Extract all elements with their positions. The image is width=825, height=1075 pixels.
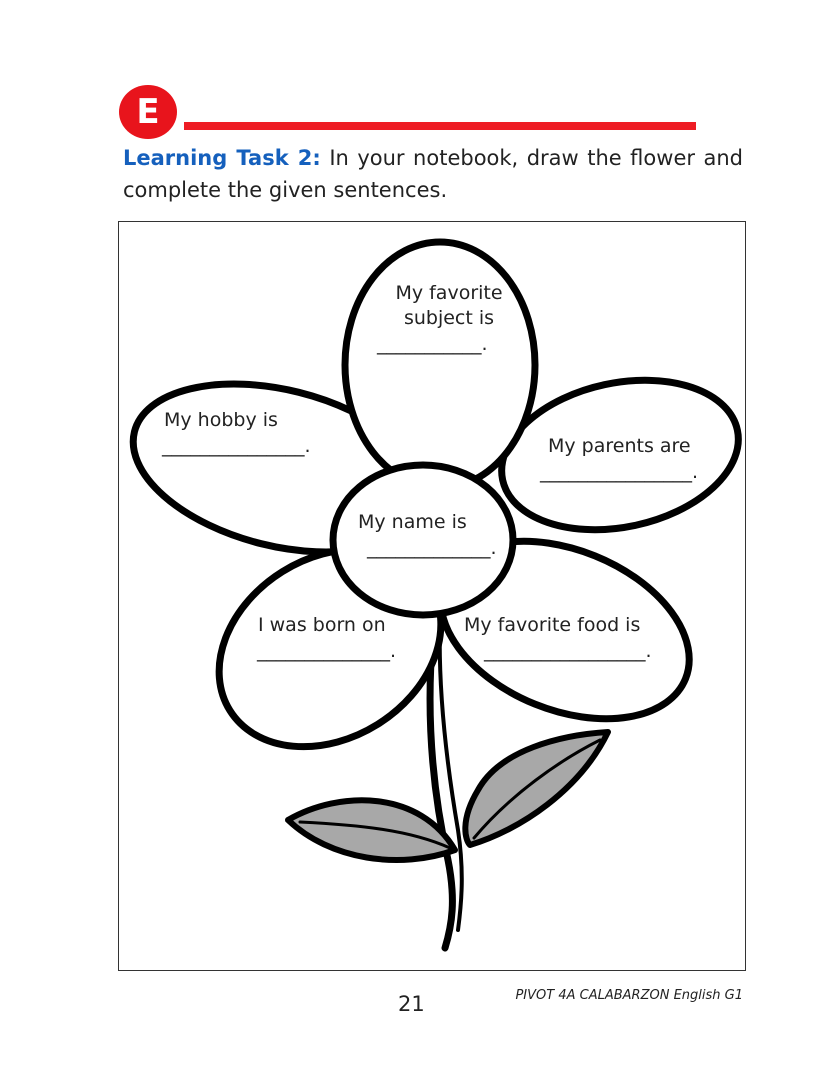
petal-top	[345, 242, 535, 488]
left-petal-line-1: My hobby is	[164, 409, 278, 431]
section-badge: E	[119, 85, 177, 139]
task-label: Learning Task 2:	[123, 146, 321, 170]
right-leaf	[465, 732, 608, 845]
bottom-right-petal-line-1: My favorite food is	[464, 614, 641, 636]
bottom-left-petal-line-1: I was born on	[258, 614, 386, 636]
page-number: 21	[398, 992, 425, 1016]
task-text: In your notebook, draw the flower and complete the given sentences.	[123, 146, 743, 202]
left-leaf	[288, 800, 455, 860]
bottom-left-petal-blank: ______________.	[257, 640, 397, 662]
center-blank: _____________.	[367, 537, 497, 559]
right-petal-blank: ________________.	[540, 461, 699, 483]
top-petal-blank: ___________.	[377, 333, 488, 355]
top-petal-line-2: subject is	[403, 307, 495, 329]
bottom-right-petal-blank: _________________.	[484, 640, 652, 662]
center-line-1: My name is	[358, 511, 467, 533]
right-petal-line-1: My parents are	[548, 435, 691, 457]
footer-credit: PIVOT 4A CALABARZON English G1	[515, 988, 743, 1003]
left-petal-blank: _______________.	[162, 435, 311, 457]
top-petal-line-1: My favorite	[395, 282, 503, 304]
